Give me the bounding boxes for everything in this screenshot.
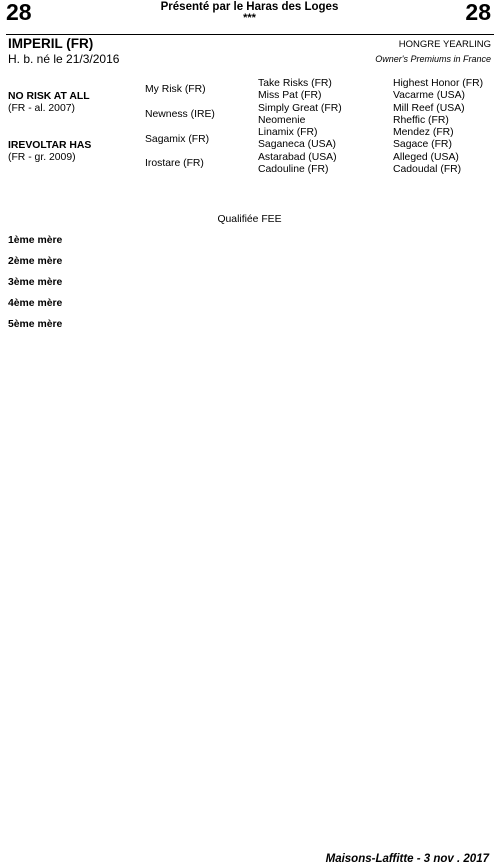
- pedigree-gen4-item: Vacarme (USA): [393, 90, 465, 101]
- lot-number-right: 28: [465, 0, 491, 25]
- pedigree-gen3-item: Simply Great (FR): [258, 103, 342, 114]
- pedigree-gen3-item: Astarabad (USA): [258, 152, 337, 163]
- pedigree-gen3-item: Take Risks (FR): [258, 78, 332, 89]
- pedigree-gen2-item: Newness (IRE): [145, 109, 215, 120]
- header-rule: [6, 34, 494, 35]
- pedigree-gen2-item: Irostare (FR): [145, 158, 204, 169]
- produce-record: [8, 235, 492, 331]
- pedigree-sire-detail: (FR - al. 2007): [8, 103, 75, 114]
- section-heading-5: 5ème mère: [8, 318, 63, 330]
- pedigree-gen4-item: Cadoudal (FR): [393, 164, 462, 175]
- pedigree-gen2-item: My Risk (FR): [145, 84, 206, 95]
- pedigree-gen2-item: Sagamix (FR): [145, 134, 210, 145]
- pedigree-gen4-item: Mill Reef (USA): [393, 103, 465, 114]
- section-heading-1: 1ème mère: [8, 235, 63, 246]
- lot-number-left: 28: [6, 0, 32, 25]
- pedigree-gen3-item: Miss Pat (FR): [258, 90, 322, 101]
- pedigree-dam: IREVOLTAR HAS: [8, 140, 92, 151]
- qualification-line: Qualifiée FEE: [217, 214, 282, 225]
- sale-type: HONGRE YEARLING: [398, 39, 491, 50]
- presenter-line: Présenté par le Haras des Loges: [160, 1, 339, 13]
- stars-line: ***: [243, 12, 256, 24]
- pedigree-gen4-item: Alleged (USA): [393, 152, 459, 163]
- pedigree-gen3-item: Saganeca (USA): [258, 139, 336, 150]
- section-heading-4: 4ème mère: [8, 297, 63, 309]
- pedigree-gen3-item: Neomenie: [258, 115, 306, 126]
- pedigree-gen3-item: Cadouline (FR): [258, 164, 329, 175]
- pedigree-gen4-item: Sagace (FR): [393, 139, 452, 150]
- pedigree-sire: NO RISK AT ALL: [8, 91, 90, 102]
- horse-name: IMPERIL (FR): [8, 36, 94, 51]
- pedigree-gen4-item: Mendez (FR): [393, 127, 454, 138]
- pedigree-gen4-item: Rheffic (FR): [393, 115, 449, 126]
- horse-description: H. b. né le 21/3/2016: [8, 52, 120, 66]
- pedigree-gen4-item: Highest Honor (FR): [393, 78, 484, 89]
- section-heading-2: 2ème mère: [8, 255, 63, 267]
- sale-category: Owner's Premiums in France: [375, 54, 491, 64]
- pedigree-dam-detail: (FR - gr. 2009): [8, 152, 76, 163]
- sale-footer: Maisons-Laffitte - 3 nov . 2017: [325, 853, 489, 865]
- pedigree-gen3-item: Linamix (FR): [258, 127, 318, 138]
- section-heading-3: 3ème mère: [8, 276, 63, 288]
